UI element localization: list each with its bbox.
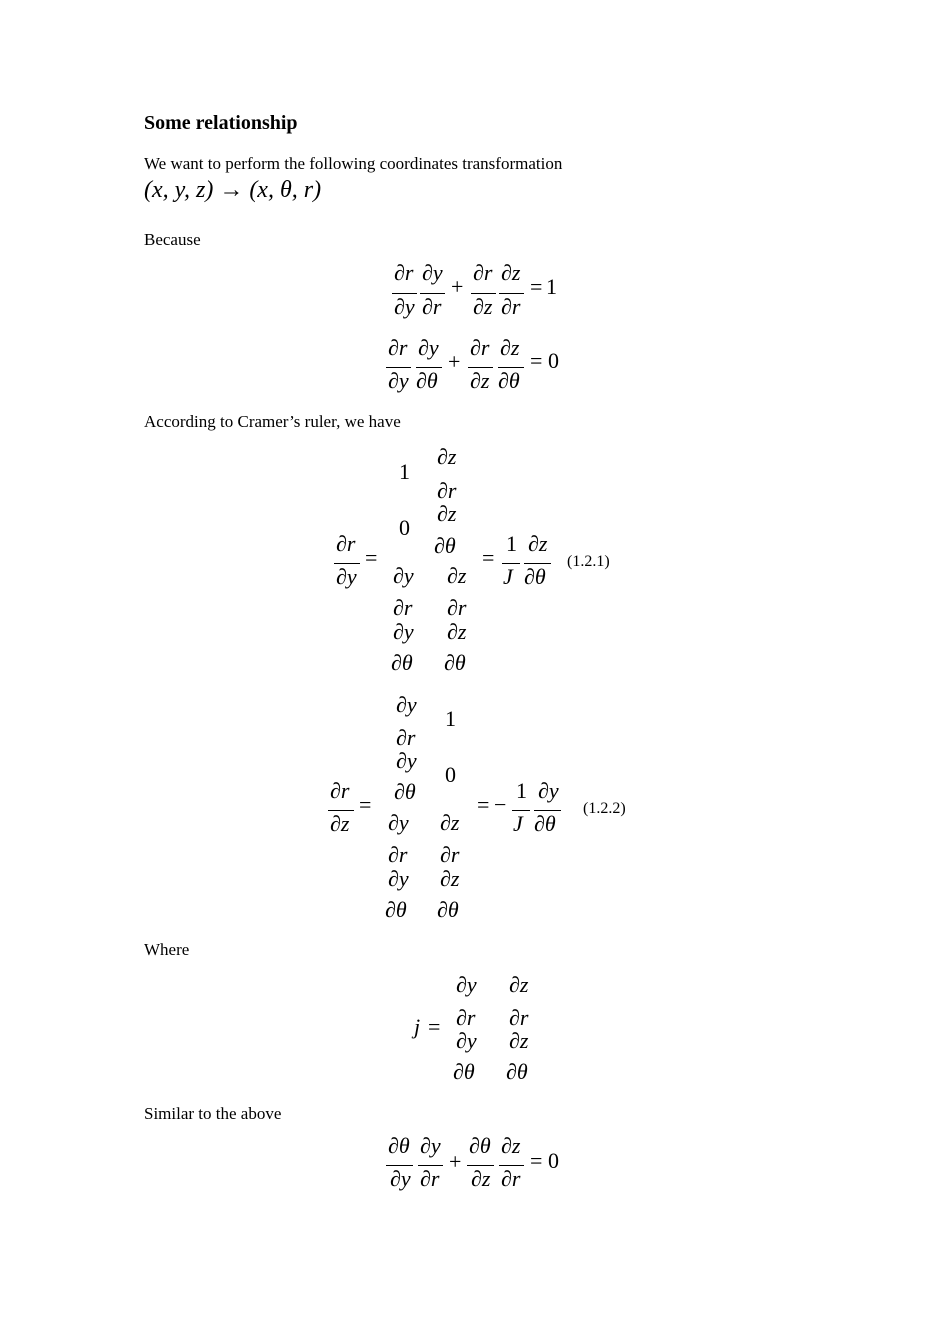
matrix-cell: ∂r: [456, 1005, 476, 1030]
matrix-cell: ∂θ: [506, 1059, 528, 1084]
denominator: ∂z: [471, 1166, 491, 1191]
rhs-numerator: ∂z: [528, 531, 548, 556]
matrix-cell: ∂θ: [434, 533, 456, 558]
rhs-numerator: ∂y: [538, 778, 559, 803]
equals-sign: =: [530, 348, 543, 373]
equals-sign: =: [530, 274, 543, 299]
matrix-cell: ∂y: [456, 972, 477, 997]
matrix-cell: ∂z: [509, 972, 529, 997]
coef-numerator: 1: [516, 778, 527, 803]
numerator: ∂θ: [388, 1133, 410, 1158]
numerator: ∂r: [388, 335, 408, 360]
matrix-cell: ∂r: [388, 842, 408, 867]
plus-sign: +: [451, 274, 464, 299]
jacobian-symbol: j: [414, 1014, 421, 1039]
numerator: ∂y: [418, 335, 439, 360]
where-text: Where: [144, 940, 190, 959]
matrix-cell: ∂y: [393, 563, 414, 588]
denominator: ∂r: [420, 1166, 440, 1191]
numerator: ∂r: [470, 335, 490, 360]
coef-numerator: 1: [506, 531, 517, 556]
denominator: ∂r: [422, 294, 442, 319]
lhs-denominator: ∂y: [336, 564, 357, 589]
matrix-cell: ∂θ: [385, 897, 407, 922]
matrix-cell: ∂r: [447, 595, 467, 620]
matrix-cell: ∂y: [393, 619, 414, 644]
numerator: ∂z: [501, 1133, 521, 1158]
matrix-cell: ∂r: [509, 1005, 529, 1030]
result-value: 1: [546, 274, 557, 299]
result-value: 0: [548, 1148, 559, 1173]
matrix-cell: ∂r: [396, 725, 416, 750]
equals-sign: =: [530, 1148, 543, 1173]
transform-expression: [144, 178, 321, 202]
matrix-cell: ∂y: [388, 810, 409, 835]
numerator: ∂z: [500, 335, 520, 360]
numerator: ∂r: [394, 260, 414, 285]
matrix-cell: ∂r: [437, 478, 457, 503]
numerator: ∂θ: [469, 1133, 491, 1158]
matrix-cell: ∂r: [440, 842, 460, 867]
denominator: ∂θ: [416, 368, 438, 393]
lhs-numerator: ∂r: [330, 778, 350, 803]
matrix-cell: ∂r: [393, 595, 413, 620]
numerator: ∂y: [420, 1133, 441, 1158]
matrix-cell: ∂y: [396, 748, 417, 773]
transform-to: (x, θ, r): [249, 177, 322, 203]
equals-sign: =: [482, 545, 495, 570]
equation-number: (1.2.1): [567, 553, 610, 570]
matrix-cell: ∂θ: [394, 779, 416, 804]
equals-sign: =: [365, 545, 378, 570]
rhs-denominator: ∂θ: [524, 564, 546, 589]
result-value: 0: [548, 348, 559, 373]
matrix-cell: 0: [399, 515, 410, 540]
denominator: ∂z: [470, 368, 490, 393]
denominator: ∂r: [501, 1166, 521, 1191]
matrix-cell: ∂z: [437, 501, 457, 526]
matrix-cell: ∂y: [388, 866, 409, 891]
matrix-cell: ∂y: [456, 1028, 477, 1053]
denominator: ∂z: [473, 294, 493, 319]
minus-sign: −: [494, 792, 507, 817]
matrix-cell: ∂θ: [391, 650, 413, 675]
matrix-cell: ∂z: [447, 619, 467, 644]
equals-sign: =: [359, 792, 372, 817]
matrix-cell: ∂z: [437, 444, 457, 469]
intro-text: We want to perform the following coordinates transformation: [144, 154, 563, 173]
numerator: ∂y: [422, 260, 443, 285]
denominator: ∂y: [388, 368, 409, 393]
rhs-denominator: ∂θ: [534, 811, 556, 836]
matrix-cell: ∂z: [440, 866, 460, 891]
matrix-cell: ∂θ: [444, 650, 466, 675]
numerator: ∂r: [473, 260, 493, 285]
section-heading: Some relationship: [144, 112, 298, 134]
matrix-cell: ∂z: [440, 810, 460, 835]
transform-arrow: →: [219, 177, 244, 203]
coef-denominator: J: [503, 564, 513, 589]
denominator: ∂θ: [498, 368, 520, 393]
matrix-cell: ∂z: [447, 563, 467, 588]
matrix-cell: 1: [445, 706, 456, 731]
because-text: Because: [144, 230, 201, 249]
denominator: ∂y: [394, 294, 415, 319]
matrix-cell: ∂z: [509, 1028, 529, 1053]
denominator: ∂r: [501, 294, 521, 319]
plus-sign: +: [449, 1149, 462, 1174]
plus-sign: +: [448, 349, 461, 374]
matrix-cell: 1: [399, 459, 410, 484]
numerator: ∂z: [501, 260, 521, 285]
lhs-denominator: ∂z: [330, 811, 350, 836]
matrix-cell: ∂θ: [453, 1059, 475, 1084]
equals-sign: =: [477, 792, 490, 817]
similar-text: Similar to the above: [144, 1104, 282, 1123]
matrix-cell: ∂θ: [437, 897, 459, 922]
equation-number: (1.2.2): [583, 800, 626, 817]
equals-sign: =: [428, 1014, 441, 1039]
matrix-cell: ∂y: [396, 692, 417, 717]
coef-denominator: J: [513, 811, 523, 836]
transform-from: (x, y, z): [144, 177, 214, 203]
denominator: ∂y: [390, 1166, 411, 1191]
matrix-cell: 0: [445, 762, 456, 787]
cramer-text: According to Cramer’s ruler, we have: [144, 412, 401, 431]
lhs-numerator: ∂r: [336, 531, 356, 556]
